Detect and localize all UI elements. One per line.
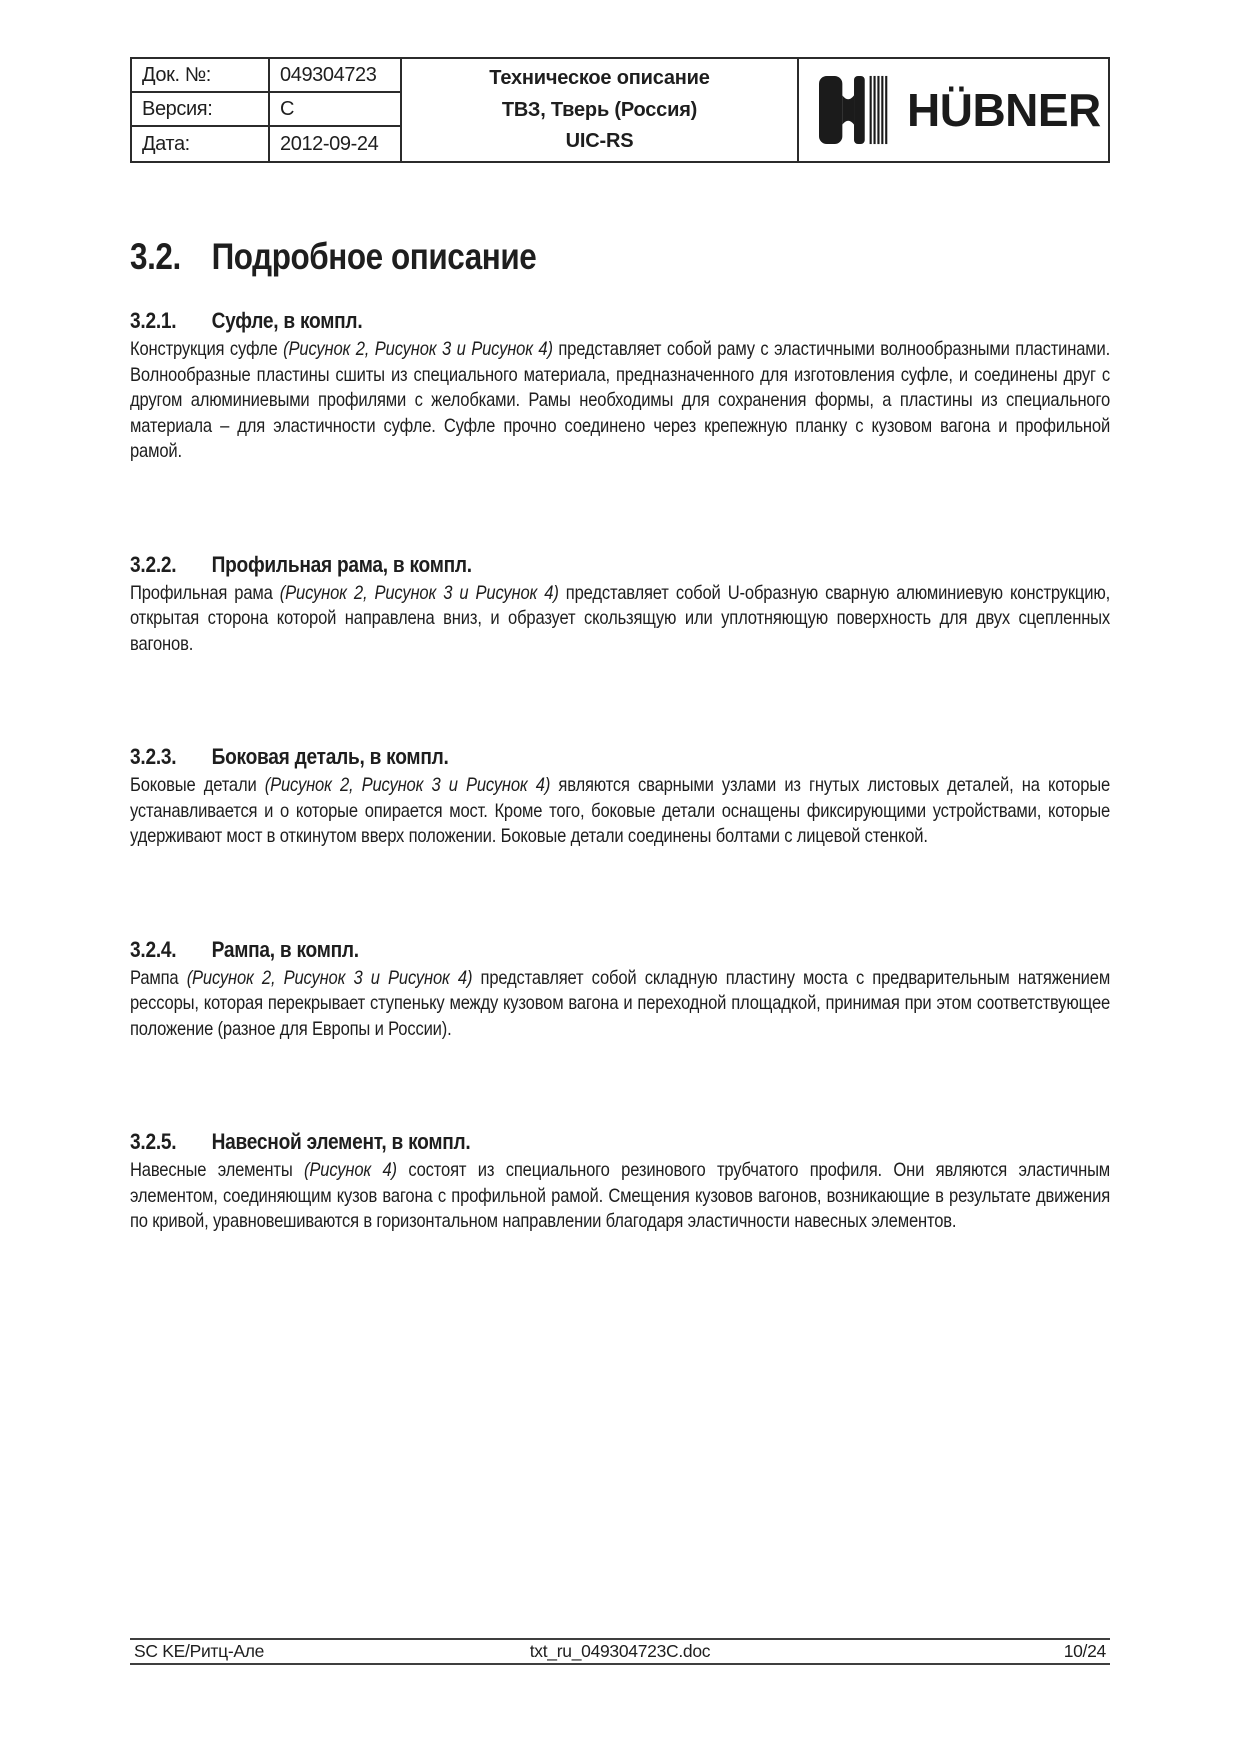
section-title: Подробное описание xyxy=(211,236,537,277)
hubner-logo-mark-icon xyxy=(819,75,891,145)
subsection-heading xyxy=(130,743,1110,770)
date-label: Дата: xyxy=(132,127,270,161)
subsection xyxy=(130,307,1110,465)
page-body xyxy=(130,163,1110,1321)
version-label: Версия: xyxy=(132,93,270,127)
subsection-heading xyxy=(130,307,1110,334)
doc-number-value: 049304723 xyxy=(270,59,402,93)
subsection-paragraph: Боковые детали (Рисунок 2, Рисунок 3 и Рисунок 4) являются сварными узлами из гнутых листовых деталей, на которые устанавливается и о которые опирается мост. Кроме того, боковые детали оснащены фиксирующими устройствами, которые удерживают мост в откинутом вверх положении. Боковые детали соединены болтами с лицевой стенкой. xyxy=(130,774,1111,848)
document-footer xyxy=(130,1638,1110,1665)
subsection-paragraph: Конструкция суфле (Рисунок 2, Рисунок 3 и Рисунок 4) представляет собой раму с эластичными волнообразными пластинами. Волнообразные пластины сшиты из специального материала, предназначенного для изготовления суфле, и соединены друг с другом алюминиевыми профилями с желобками. Рамы необходимы для сохранения формы, а пластины из специального материала – для эластичности суфле. Суфле прочно соединено через крепежную планку с кузовом вагона и профильной рамой. xyxy=(130,338,1111,463)
version-value: C xyxy=(270,93,402,127)
subsection xyxy=(130,551,1110,658)
subsection-title: Рампа, в компл. xyxy=(211,936,359,962)
title-line-1: Техническое описание xyxy=(489,67,710,90)
section-heading xyxy=(130,235,1110,279)
document-title-block xyxy=(402,59,799,161)
subsection-paragraph: Навесные элементы (Рисунок 4) состоят из специального резинового трубчатого профиля. Они являются эластичным элементом, соединяющим кузов вагона с профильной рамой. Смещения кузовов вагонов, возникающие в результате движения по кривой, уравновешиваются в горизонтальном направлении благодаря эластичности навесных элементов. xyxy=(130,1159,1111,1233)
subsection-heading xyxy=(130,936,1110,963)
title-line-2: ТВЗ, Тверь (Россия) xyxy=(501,98,698,121)
subsection-paragraph: Рампа (Рисунок 2, Рисунок 3 и Рисунок 4) представляет собой складную пластину моста с предварительным натяжением рессоры, которая перекрывает ступеньку между кузовом вагона и переходной площадкой, принимая при этом соответствующее положение (разное для Европы и России). xyxy=(130,966,1111,1040)
subsection-heading xyxy=(130,551,1110,578)
subsection-heading xyxy=(130,1128,1110,1155)
hubner-logo-text: HÜBNER xyxy=(907,84,1101,136)
footer-filename: txt_ru_049304723C.doc xyxy=(529,1641,711,1661)
subsection-number: 3.2.3. xyxy=(130,744,177,770)
subsection xyxy=(130,743,1110,850)
title-line-3: UIC-RS xyxy=(565,129,634,152)
subsection-paragraph: Профильная рама (Рисунок 2, Рисунок 3 и Рисунок 4) представляет собой U-образную сварную алюминиевую конструкцию, открытая сторона которой направлена вниз, и образует скользящую или уплотняющую поверхность для двух сцепленных вагонов. xyxy=(130,581,1111,655)
doc-number-label: Док. №: xyxy=(132,59,270,93)
subsection-number: 3.2.4. xyxy=(130,936,177,962)
subsection xyxy=(130,1128,1110,1235)
subsection-number: 3.2.1. xyxy=(130,308,177,334)
footer-page-number: 10/24 xyxy=(1063,1641,1106,1661)
subsection-title: Навесной элемент, в компл. xyxy=(211,1129,471,1155)
subsection-title: Суфле, в компл. xyxy=(211,308,363,334)
hubner-logo xyxy=(799,59,1112,161)
subsection-title: Боковая деталь, в компл. xyxy=(211,744,449,770)
footer-author: SC KE/Ритц-Але xyxy=(134,1641,265,1661)
subsection-number: 3.2.2. xyxy=(130,551,177,577)
subsection-title: Профильная рама, в компл. xyxy=(211,551,472,577)
document-header xyxy=(130,57,1110,163)
subsection-number: 3.2.5. xyxy=(130,1129,177,1155)
subsection xyxy=(130,936,1110,1043)
section-number: 3.2. xyxy=(130,236,181,277)
date-value: 2012-09-24 xyxy=(270,127,402,161)
